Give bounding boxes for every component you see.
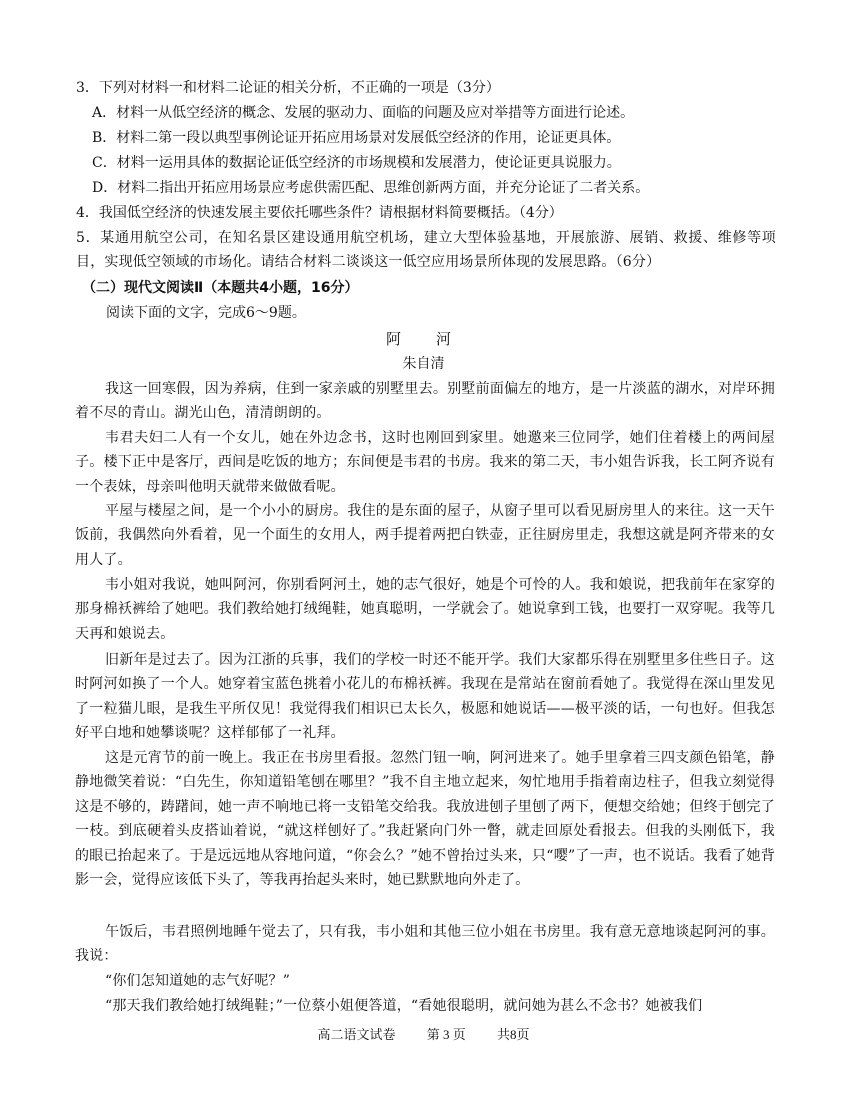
footer-total-pages: 共8页 [497,1027,530,1042]
footer-page-number: 第 3 页 [426,1027,466,1042]
article-paragraph: “那天我们教给她打绒绳鞋；”一位蔡小姐便答道，“看她很聪明，就问她为甚么不念书？她被我们 [105,998,703,1014]
section-heading: （二）现代文阅读Ⅱ（本题共4小题，16分） [82,280,359,296]
footer-subject: 高二语文试卷 [317,1027,396,1042]
article-paragraph: 我这一回寒假，因为养病，住到一家亲戚的别墅里去。别墅前面偏左的地方，是一片淡蓝的湖水，对岸环拥着不尽的青山。湖光山色，清清朗朗的。 [75,381,775,422]
article-paragraph: 平屋与楼屋之间，是一个小小的厨房。我住的是东面的屋子，从窗子里可以看见厨房里人的来往。这一天午饭前，我偶然向外看着，见一个面生的女用人，两手提着两把白铁壶，正往厨房里走，我想这就是阿齐带来的女用人了。 [75,503,775,568]
question-3-option-b: B．材料二第一段以典型事例论证开拓应用场景对发展低空经济的作用，论证更具体。 [92,130,621,146]
question-3-option-d: D．材料二指出开拓应用场景应考虑供需匹配、思维创新两方面，并充分论证了二者关系。 [92,180,650,196]
article-paragraph: 韦君夫妇二人有一个女儿，她在外边念书，这时也刚回到家里。她邀来三位同学，她们住着楼上的两间屋子。楼下正中是客厅，西间是吃饭的地方；东间便是韦君的书房。我来的第二天，韦小姐告诉我，长工阿齐说有一个表妹，母亲叫他明天就带来做做看呢。 [75,430,775,495]
article-paragraph: 这是元宵节的前一晚上。我正在书房里看报。忽然门钮一响，阿河进来了。她手里拿着三四支颜色铅笔，静静地微笑着说：“白先生，你知道铅笔刨在哪里？”我不自主地立起来，匆忙地用手指着南边柱子，但我立刻觉得这是不够的，踌躇间，她一声不响地已将一支铅笔交给我。我放进刨子里刨了两下，便想交给她；但终于刨完了一枝。到底硬着头皮搭讪着说，“就这样刨好了。”我赶紧向门外一瞥，就走回原处看报去。但我的头刚低下，我的眼已抬起来了。于是远远地从容地问道，“你会么？”她不曾抬过头来，只“嘤”了一声，也不说话。我看了她背影一会，觉得应该低下头了，等我再抬起头来时，她已默默地向外走了。 [75,750,775,889]
article-paragraph: 旧新年是过去了。因为江浙的兵事，我们的学校一时还不能开学。我们大家都乐得在别墅里多住些日子。这时阿河如换了一个人。她穿着宝蓝色挑着小花儿的布棉袄裤。我现在是常站在窗前看她了。我觉得在深山里发见了一粒猫儿眼，是我生平所仅见！我觉得我们相识已太长久，极愿和她说话——极平淡的话，一句也好。但我怎好平白地和她攀谈呢？这样郁郁了一礼拜。 [75,652,775,742]
question-3-option-c: C．材料一运用具体的数据论证低空经济的市场规模和发展潜力，使论证更具说服力。 [92,155,621,171]
question-4: 4．我国低空经济的快速发展主要依托哪些条件？请根据材料简要概括。（4分） [76,205,563,221]
article-paragraph: “你们怎知道她的志气好呢？” [105,973,291,989]
question-3: 3．下列对材料一和材料二论证的相关分析，不正确的一项是（3分） [76,80,500,96]
article-paragraph: 午饭后，韦君照例地睡午觉去了，只有我，韦小姐和其他三位小姐在书房里。我有意无意地谈起阿河的事。我说： [75,924,775,965]
page-footer [0,1024,847,1043]
question-5: 5．某通用航空公司，在知名景区建设通用航空机场，建立大型体验基地，开展旅游、展销、救援、维修等项目，实现低空领域的市场化。请结合材料二谈谈这一低空应用场景所体现的发展思路。（6分） [76,230,776,271]
section-instruction: 阅读下面的文字，完成6～9题。 [106,305,306,321]
article-author: 朱自清 [402,356,445,372]
question-3-option-a: A．材料一从低空经济的概念、发展的驱动力、面临的问题及应对举措等方面进行论述。 [92,105,635,121]
article-paragraph: 韦小姐对我说，她叫阿河，你别看阿河土，她的志气很好，她是个可怜的人。我和娘说，把我前年在家穿的那身棉袄裤给了她吧。我们教给她打绒绳鞋，她真聪明，一学就会了。她说拿到工钱，也要打一双穿呢。我等几天再和娘说去。 [75,577,775,642]
article-title: 阿 河 [385,330,461,348]
